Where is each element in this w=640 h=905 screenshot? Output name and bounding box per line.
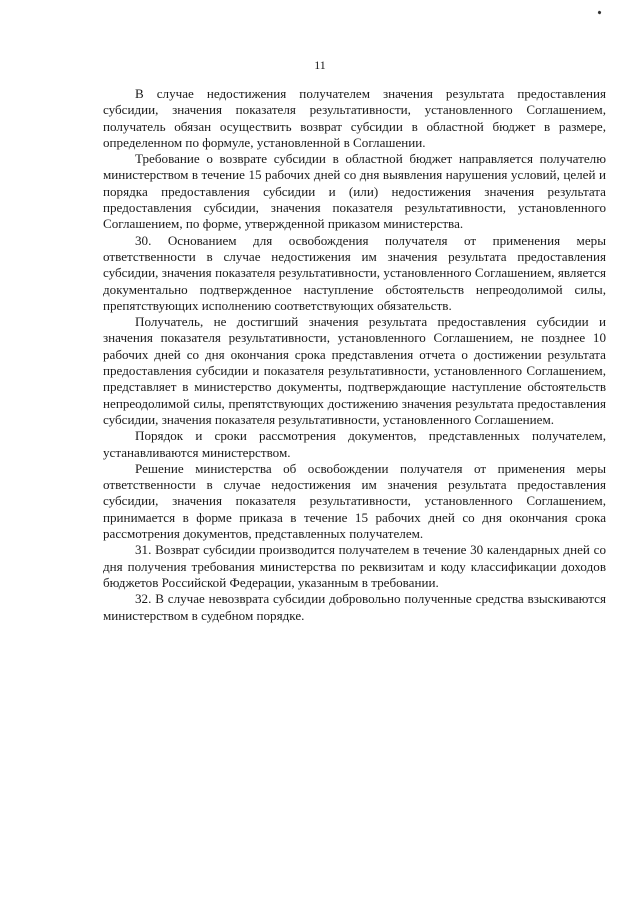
page-number: 11 [314, 58, 326, 72]
paragraph-return-demand: Требование о возврате субсидии в областной бюджет направляется получателю министерством в течение 15 рабочих дней со дня выявления нарушения условий, целей и порядка предоставления субсидии и (или) недостижения значения результата предоставления субсидии, значения показателя результативности, установленного Соглашением, по форме, утвержденной приказом министерства. [103, 151, 606, 232]
paragraph-exemption-decision: Решение министерства об освобождении получателя от применения меры ответственности в случае недостижения им значения результата предоставления субсидии, значения показателя результативности, установленного Соглашением, принимается в форме приказа в течение 15 рабочих дней со дня окончания срока рассмотрения документов, представленных получателем. [103, 460, 606, 542]
paragraph-30-exemption-grounds: 30. Основанием для освобождения получателя от применения меры ответственности в случае недостижения им значения результата предоставления субсидии, значения показателя результативности, установленного Соглашением, является документально подтвержденное наступление обстоятельств непреодолимой силы, препятствующих исполнению соответствующих обязательств. [103, 232, 606, 313]
paragraph-documents-submission: Получатель, не достигший значения результата предоставления субсидии и значения показателя результативности, установленного Соглашением, не позднее 10 рабочих дней со дня окончания срока представления отчета о достижении результата предоставления субсидии и показателя результативности, установленного Соглашением, представляет в министерство документы, подтверждающие наступление обстоятельств непреодолимой силы, препятствующих достижению значения результата предоставления субсидии, значения показателя результативности, установленного Соглашением. [103, 314, 606, 427]
paragraph-return-obligation: В случае недостижения получателем значения результата предоставления субсидии, значения показателя результативности, установленного Соглашением, получатель обязан осуществить возврат субсидии в областной бюджет в размере, определенном по формуле, установленной в Соглашении. [103, 86, 606, 150]
corner-mark [598, 11, 602, 15]
paragraph-32-judicial-recovery: 32. В случае невозврата субсидии добровольно полученные средства взыскиваются министерством в судебном порядке. [103, 591, 606, 623]
paragraph-review-procedure: Порядок и сроки рассмотрения документов, представленных получателем, устанавливаются министерством. [103, 428, 606, 460]
document-body [103, 86, 606, 624]
paragraph-31-return-term: 31. Возврат субсидии производится получателем в течение 30 календарных дней со дня получения требования министерства по реквизитам и коду классификации доходов бюджетов Российской Федерации, указанным в требовании. [103, 542, 606, 590]
